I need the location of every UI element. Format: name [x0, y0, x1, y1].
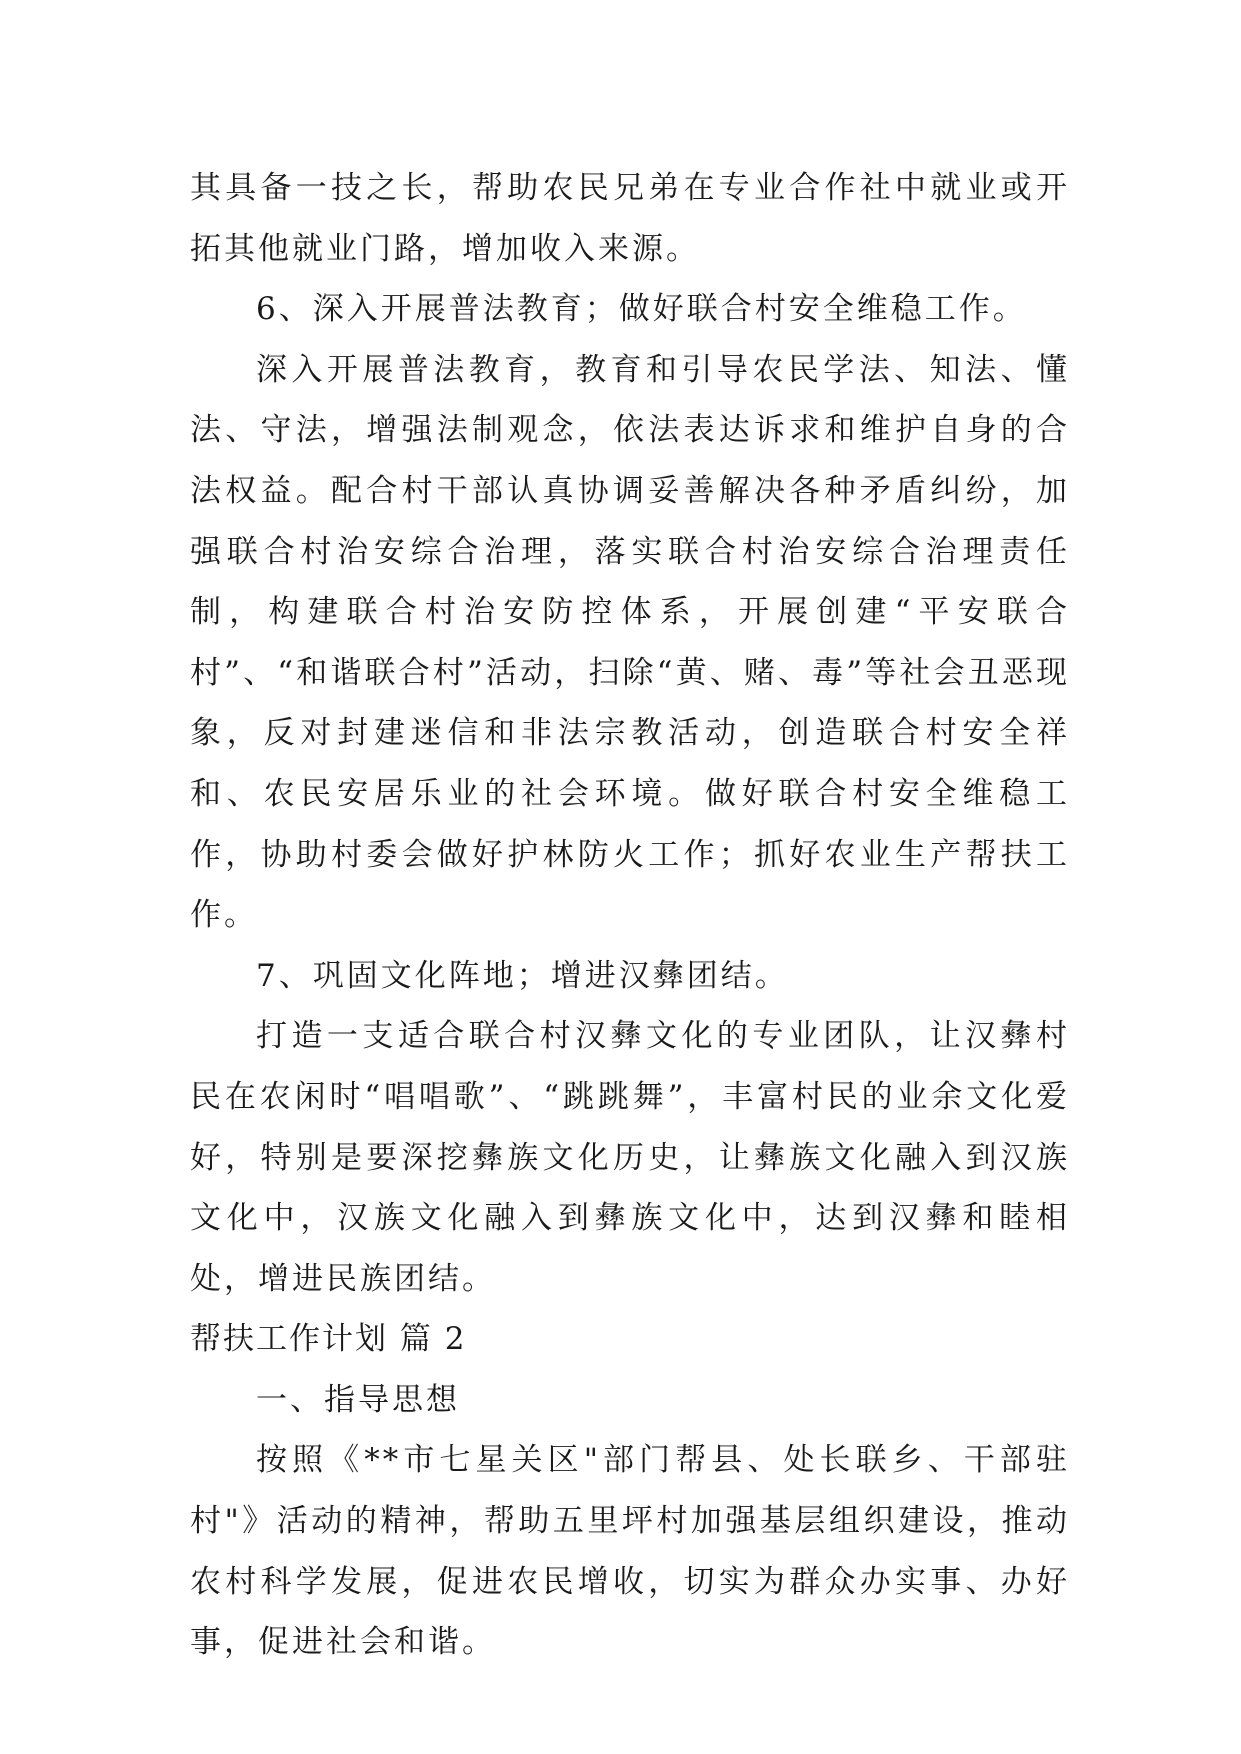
guiding-thought-body: 按照《**市七星关区"部门帮县、处长联乡、干部驻村"》活动的精神，帮助五里坪村加强基层组织建设，推动农村科学发展，促进农民增收，切实为群众办实事、办好事，促进社会和谐。	[190, 1442, 1070, 1661]
section-item-7-body: 打造一支适合联合村汉彝文化的专业团队，让汉彝村民在农闲时“唱唱歌”、“跳跳舞”，丰富村民的业余文化爱好，特别是要深挖彝族文化历史，让彝族文化融入到汉族文化中，汉族文化融入到彝族文化中，达到汉彝和睦相处，增进民族团结。	[190, 1018, 1070, 1297]
section-item-7-heading: 7、巩固文化阵地；增进汉彝团结。	[256, 957, 789, 994]
section-item-6-heading: 6、深入开展普法教育；做好联合村安全维稳工作。	[256, 291, 1027, 328]
section-heading-guiding-thought: 一、指导思想	[256, 1381, 460, 1418]
article-title: 帮扶工作计划 篇 2	[190, 1321, 467, 1358]
section-item-6-body: 深入开展普法教育，教育和引导农民学法、知法、懂法、守法，增强法制观念，依法表达诉求和维护自身的合法权益。配合村干部认真协调妥善解决各种矛盾纠纷，加强联合村治安综合治理，落实联合村治安综合治理责任制，构建联合村治安防控体系，开展创建“平安联合村”、“和谐联合村”活动，扫除“黄、赌、毒”等社会丑恶现象，反对封建迷信和非法宗教活动，创造联合村安全祥和、农民安居乐业的社会环境。做好联合村安全维稳工作，协助村委会做好护林防火工作；抓好农业生产帮扶工作。	[190, 351, 1070, 934]
paragraph-continuation: 其具备一技之长，帮助农民兄弟在专业合作社中就业或开拓其他就业门路，增加收入来源。	[190, 170, 1070, 267]
document-body	[190, 158, 1070, 1673]
